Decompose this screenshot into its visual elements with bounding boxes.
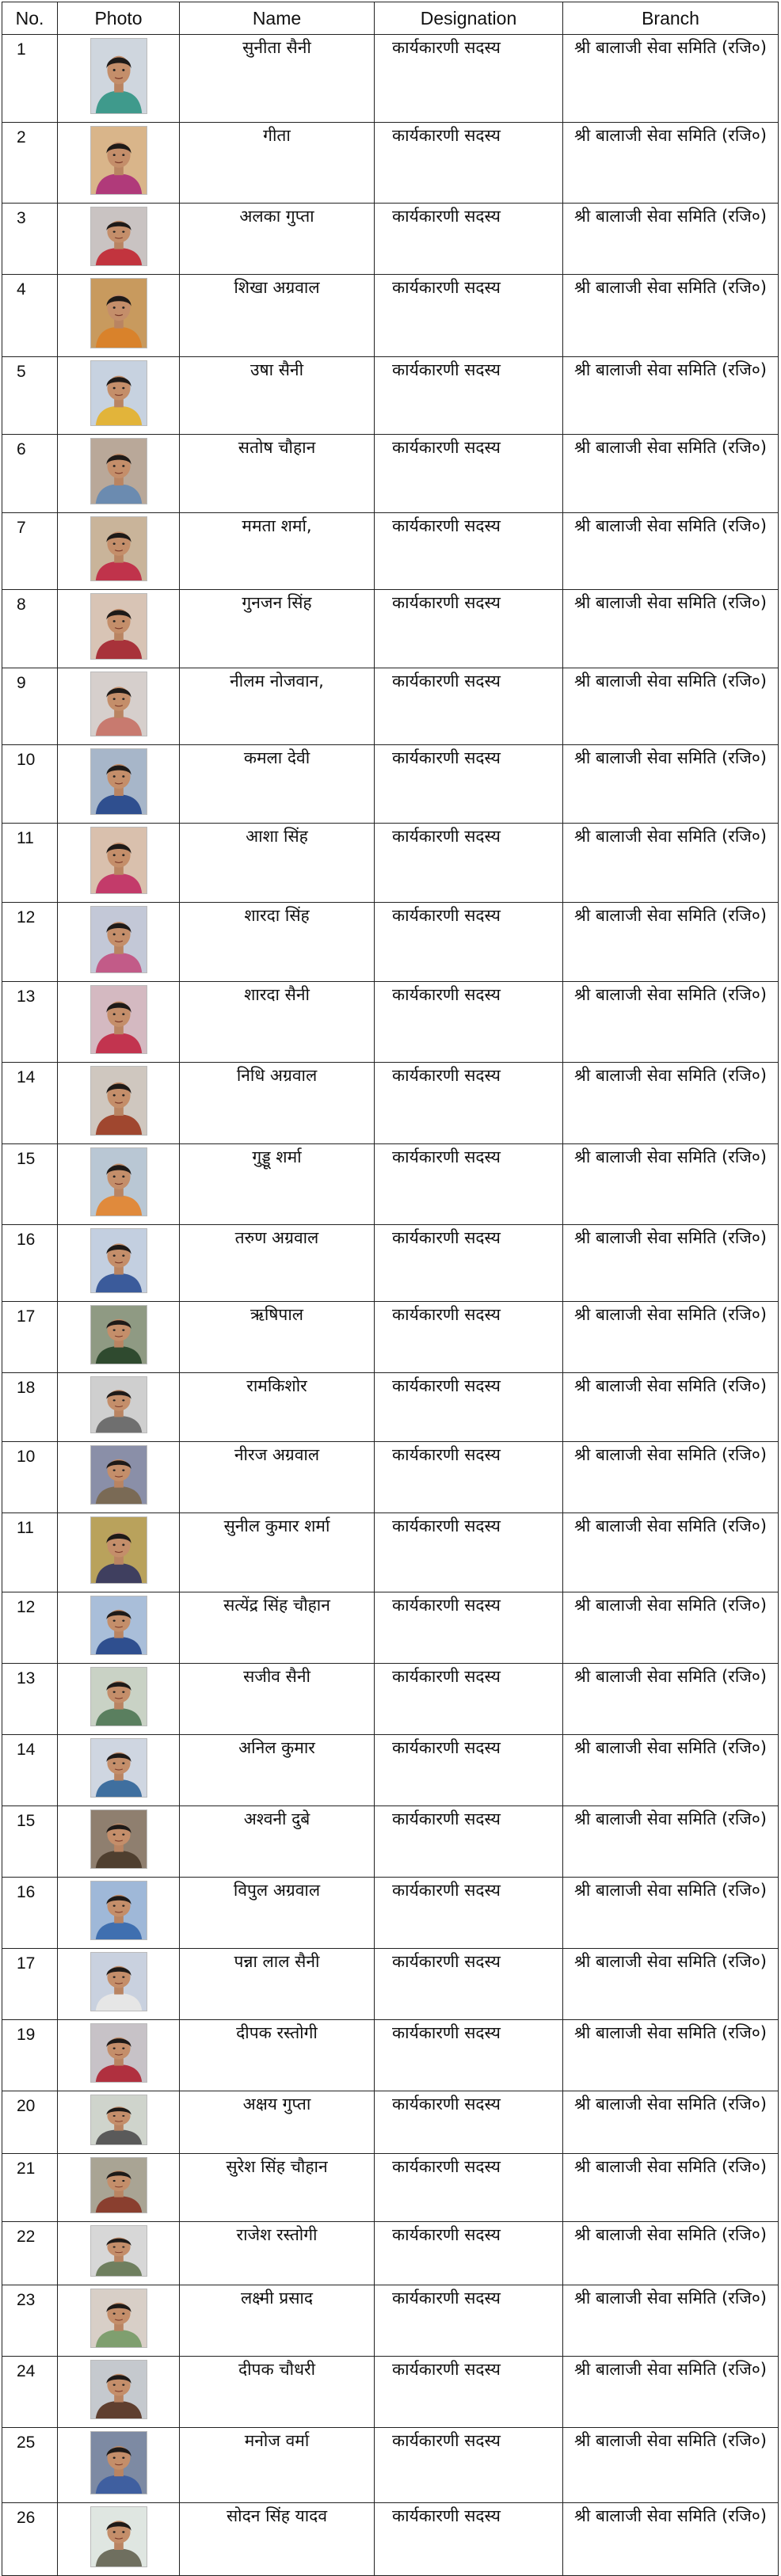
member-designation: कार्यकारणी सदस्य bbox=[375, 1949, 563, 2020]
table-row bbox=[2, 1144, 779, 1225]
person-silhouette-icon bbox=[91, 1739, 147, 1797]
member-branch: श्री बालाजी सेवा समिति (रजि०) bbox=[563, 1878, 779, 1949]
member-branch: श्री बालाजी सेवा समिति (रजि०) bbox=[563, 357, 779, 435]
photo-cell bbox=[58, 668, 180, 745]
member-name: अनिल कुमार bbox=[180, 1735, 375, 1806]
member-branch: श्री बालाजी सेवा समिति (रजि०) bbox=[563, 903, 779, 982]
person-silhouette-icon bbox=[91, 1148, 147, 1216]
row-number: 12 bbox=[2, 1592, 58, 1664]
person-silhouette-icon bbox=[91, 1953, 147, 2011]
member-photo bbox=[90, 672, 147, 736]
member-branch: श्री बालाजी सेवा समिति (रजि०) bbox=[563, 2503, 779, 2576]
photo-cell bbox=[58, 1592, 180, 1664]
member-designation: कार्यकारणी सदस्य bbox=[375, 1225, 563, 1302]
member-photo bbox=[90, 1952, 147, 2011]
member-photo bbox=[90, 1445, 147, 1505]
member-name: गीता bbox=[180, 123, 375, 204]
member-name: तरुण अग्रवाल bbox=[180, 1225, 375, 1302]
person-silhouette-icon bbox=[91, 1882, 147, 1939]
table-row bbox=[2, 357, 779, 435]
member-designation: कार्यकारणी सदस्य bbox=[375, 35, 563, 123]
table-row bbox=[2, 1735, 779, 1806]
member-designation: कार्यकारणी सदस्य bbox=[375, 204, 563, 275]
row-number: 11 bbox=[2, 824, 58, 903]
row-number: 11 bbox=[2, 1513, 58, 1592]
member-photo bbox=[90, 2506, 147, 2567]
row-number: 24 bbox=[2, 2357, 58, 2428]
member-photo bbox=[90, 438, 147, 504]
member-name: दीपक रस्तोगी bbox=[180, 2020, 375, 2091]
table-row bbox=[2, 1442, 779, 1513]
row-number: 2 bbox=[2, 123, 58, 204]
table-row bbox=[2, 590, 779, 668]
photo-cell bbox=[58, 1735, 180, 1806]
member-photo bbox=[90, 2360, 147, 2419]
member-photo bbox=[90, 1516, 147, 1584]
member-branch: श्री बालाजी सेवा समिति (रजि०) bbox=[563, 2091, 779, 2154]
member-designation: कार्यकारणी सदस्य bbox=[375, 275, 563, 357]
member-branch: श्री बालाजी सेवा समिति (रजि०) bbox=[563, 2154, 779, 2222]
member-designation: कार्यकारणी सदस्य bbox=[375, 1513, 563, 1592]
table-row bbox=[2, 35, 779, 123]
row-number: 26 bbox=[2, 2503, 58, 2576]
table-row bbox=[2, 435, 779, 513]
row-number: 1 bbox=[2, 35, 58, 123]
member-photo bbox=[90, 1066, 147, 1136]
member-photo bbox=[90, 906, 147, 973]
photo-cell bbox=[58, 1373, 180, 1442]
member-designation: कार्यकारणी सदस्य bbox=[375, 2428, 563, 2503]
member-designation: कार्यकारणी सदस्य bbox=[375, 2020, 563, 2091]
member-branch: श्री बालाजी सेवा समिति (रजि०) bbox=[563, 435, 779, 513]
member-designation: कार्यकारणी सदस्य bbox=[375, 1878, 563, 1949]
member-photo bbox=[90, 2157, 147, 2213]
member-designation: कार्यकारणी सदस्य bbox=[375, 1302, 563, 1373]
photo-cell bbox=[58, 2285, 180, 2357]
table-row bbox=[2, 204, 779, 275]
row-number: 13 bbox=[2, 982, 58, 1063]
member-designation: कार्यकारणी सदस्य bbox=[375, 1735, 563, 1806]
table-row bbox=[2, 745, 779, 824]
row-number: 21 bbox=[2, 2154, 58, 2222]
member-name: अश्वनी दुबे bbox=[180, 1806, 375, 1878]
person-silhouette-icon bbox=[91, 1067, 147, 1135]
row-number: 18 bbox=[2, 1373, 58, 1442]
photo-cell bbox=[58, 2357, 180, 2428]
member-photo bbox=[90, 1738, 147, 1798]
member-designation: कार्यकारणी सदस्य bbox=[375, 824, 563, 903]
table-row bbox=[2, 2503, 779, 2576]
table-row bbox=[2, 1225, 779, 1302]
photo-cell bbox=[58, 982, 180, 1063]
person-silhouette-icon bbox=[91, 2432, 147, 2494]
person-silhouette-icon bbox=[91, 2507, 147, 2566]
member-name: ऋषिपाल bbox=[180, 1302, 375, 1373]
member-photo bbox=[90, 516, 147, 581]
person-silhouette-icon bbox=[91, 1810, 147, 1868]
member-photo bbox=[90, 2289, 147, 2348]
member-designation: कार्यकारणी सदस्य bbox=[375, 590, 563, 668]
member-name: गुड्डू शर्मा bbox=[180, 1144, 375, 1225]
member-branch: श्री बालाजी सेवा समिति (रजि०) bbox=[563, 1225, 779, 1302]
member-photo bbox=[90, 1228, 147, 1293]
photo-cell bbox=[58, 2020, 180, 2091]
member-designation: कार्यकारणी सदस्य bbox=[375, 2285, 563, 2357]
person-silhouette-icon bbox=[91, 2361, 147, 2418]
table-row bbox=[2, 1664, 779, 1735]
photo-cell bbox=[58, 1806, 180, 1878]
photo-cell bbox=[58, 1513, 180, 1592]
photo-cell bbox=[58, 1225, 180, 1302]
table-row bbox=[2, 123, 779, 204]
member-name: अलका गुप्ता bbox=[180, 204, 375, 275]
person-silhouette-icon bbox=[91, 986, 147, 1053]
member-photo bbox=[90, 1147, 147, 1216]
member-designation: कार्यकारणी सदस्य bbox=[375, 2503, 563, 2576]
row-number: 22 bbox=[2, 2222, 58, 2285]
member-photo bbox=[90, 1376, 147, 1433]
member-designation: कार्यकारणी सदस्य bbox=[375, 1063, 563, 1144]
row-number: 19 bbox=[2, 2020, 58, 2091]
member-name: ममता शर्मा, bbox=[180, 513, 375, 590]
member-designation: कार्यकारणी सदस्य bbox=[375, 903, 563, 982]
header-name: Name bbox=[180, 2, 375, 35]
member-photo bbox=[90, 985, 147, 1054]
table-row bbox=[2, 982, 779, 1063]
person-silhouette-icon bbox=[91, 1446, 147, 1504]
row-number: 14 bbox=[2, 1735, 58, 1806]
member-branch: श्री बालाजी सेवा समिति (रजि०) bbox=[563, 1735, 779, 1806]
member-name: दीपक चौधरी bbox=[180, 2357, 375, 2428]
member-branch: श्री बालाजी सेवा समिति (रजि०) bbox=[563, 824, 779, 903]
row-number: 23 bbox=[2, 2285, 58, 2357]
person-silhouette-icon bbox=[91, 279, 147, 348]
member-designation: कार्यकारणी सदस्य bbox=[375, 1442, 563, 1513]
member-name: अक्षय गुप्ता bbox=[180, 2091, 375, 2154]
member-designation: कार्यकारणी सदस्य bbox=[375, 668, 563, 745]
member-branch: श्री बालाजी सेवा समिति (रजि०) bbox=[563, 2222, 779, 2285]
member-designation: कार्यकारणी सदस्य bbox=[375, 357, 563, 435]
member-name: सजीव सैनी bbox=[180, 1664, 375, 1735]
person-silhouette-icon bbox=[91, 672, 147, 736]
member-designation: कार्यकारणी सदस्य bbox=[375, 745, 563, 824]
table-row bbox=[2, 2020, 779, 2091]
member-designation: कार्यकारणी सदस्य bbox=[375, 435, 563, 513]
person-silhouette-icon bbox=[91, 2024, 147, 2082]
member-name: लक्ष्मी प्रसाद bbox=[180, 2285, 375, 2357]
member-name: मनोज वर्मा bbox=[180, 2428, 375, 2503]
table-row bbox=[2, 275, 779, 357]
member-branch: श्री बालाजी सेवा समिति (रजि०) bbox=[563, 123, 779, 204]
table-row bbox=[2, 2154, 779, 2222]
row-number: 17 bbox=[2, 1302, 58, 1373]
row-number: 16 bbox=[2, 1878, 58, 1949]
member-name: आशा सिंह bbox=[180, 824, 375, 903]
member-name: शिखा अग्रवाल bbox=[180, 275, 375, 357]
photo-cell bbox=[58, 1063, 180, 1144]
member-branch: श्री बालाजी सेवा समिति (रजि०) bbox=[563, 982, 779, 1063]
photo-cell bbox=[58, 204, 180, 275]
photo-cell bbox=[58, 1302, 180, 1373]
table-row bbox=[2, 1878, 779, 1949]
person-silhouette-icon bbox=[91, 1229, 147, 1292]
row-number: 15 bbox=[2, 1144, 58, 1225]
member-branch: श्री बालाजी सेवा समिति (रजि०) bbox=[563, 1806, 779, 1878]
member-designation: कार्यकारणी सदस्य bbox=[375, 982, 563, 1063]
person-silhouette-icon bbox=[91, 907, 147, 972]
photo-cell bbox=[58, 1442, 180, 1513]
member-branch: श्री बालाजी सेवा समिति (रजि०) bbox=[563, 1063, 779, 1144]
table-row bbox=[2, 903, 779, 982]
member-name: पन्ना लाल सैनी bbox=[180, 1949, 375, 2020]
table-row bbox=[2, 1513, 779, 1592]
member-designation: कार्यकारणी सदस्य bbox=[375, 123, 563, 204]
member-photo bbox=[90, 827, 147, 894]
member-name: नीलम नोजवान, bbox=[180, 668, 375, 745]
row-number: 17 bbox=[2, 1949, 58, 2020]
member-photo bbox=[90, 2431, 147, 2494]
table-row bbox=[2, 513, 779, 590]
header-no: No. bbox=[2, 2, 58, 35]
photo-cell bbox=[58, 745, 180, 824]
photo-cell bbox=[58, 35, 180, 123]
photo-cell bbox=[58, 435, 180, 513]
member-branch: श्री बालाजी सेवा समिति (रजि०) bbox=[563, 1144, 779, 1225]
table-header-row bbox=[2, 2, 779, 35]
member-branch: श्री बालाजी सेवा समिति (रजि०) bbox=[563, 1442, 779, 1513]
member-photo bbox=[90, 748, 147, 815]
member-name: गुनजन सिंह bbox=[180, 590, 375, 668]
person-silhouette-icon bbox=[91, 517, 147, 580]
member-branch: श्री बालाजी सेवा समिति (रजि०) bbox=[563, 513, 779, 590]
person-silhouette-icon bbox=[91, 1517, 147, 1583]
photo-cell bbox=[58, 590, 180, 668]
member-photo bbox=[90, 2023, 147, 2083]
member-photo bbox=[90, 1881, 147, 1940]
member-branch: श्री बालाजी सेवा समिति (रजि०) bbox=[563, 1664, 779, 1735]
row-number: 9 bbox=[2, 668, 58, 745]
row-number: 4 bbox=[2, 275, 58, 357]
row-number: 20 bbox=[2, 2091, 58, 2154]
member-name: सतोष चौहान bbox=[180, 435, 375, 513]
member-name: शारदा सिंह bbox=[180, 903, 375, 982]
member-name: शारदा सैनी bbox=[180, 982, 375, 1063]
table-row bbox=[2, 1592, 779, 1664]
person-silhouette-icon bbox=[91, 127, 147, 194]
member-branch: श्री बालाजी सेवा समिति (रजि०) bbox=[563, 590, 779, 668]
member-designation: कार्यकारणी सदस्य bbox=[375, 1664, 563, 1735]
photo-cell bbox=[58, 357, 180, 435]
member-designation: कार्यकारणी सदस्य bbox=[375, 1373, 563, 1442]
photo-cell bbox=[58, 2428, 180, 2503]
photo-cell bbox=[58, 2154, 180, 2222]
person-silhouette-icon bbox=[91, 2095, 147, 2144]
row-number: 8 bbox=[2, 590, 58, 668]
member-name: उषा सैनी bbox=[180, 357, 375, 435]
person-silhouette-icon bbox=[91, 1306, 147, 1364]
member-name: सुनील कुमार शर्मा bbox=[180, 1513, 375, 1592]
table-row bbox=[2, 1806, 779, 1878]
row-number: 6 bbox=[2, 435, 58, 513]
row-number: 10 bbox=[2, 1442, 58, 1513]
member-name: सुनीता सैनी bbox=[180, 35, 375, 123]
table-row bbox=[2, 668, 779, 745]
person-silhouette-icon bbox=[91, 594, 147, 659]
person-silhouette-icon bbox=[91, 749, 147, 814]
photo-cell bbox=[58, 2503, 180, 2576]
member-branch: श्री बालाजी सेवा समिति (रजि०) bbox=[563, 1592, 779, 1664]
photo-cell bbox=[58, 275, 180, 357]
member-photo bbox=[90, 1596, 147, 1655]
members-table bbox=[2, 2, 779, 2576]
photo-cell bbox=[58, 123, 180, 204]
member-photo bbox=[90, 207, 147, 266]
person-silhouette-icon bbox=[91, 2289, 147, 2347]
member-photo bbox=[90, 1667, 147, 1726]
row-number: 16 bbox=[2, 1225, 58, 1302]
member-photo bbox=[90, 126, 147, 195]
table-row bbox=[2, 2091, 779, 2154]
member-branch: श्री बालाजी सेवा समिति (रजि०) bbox=[563, 745, 779, 824]
member-name: विपुल अग्रवाल bbox=[180, 1878, 375, 1949]
member-branch: श्री बालाजी सेवा समिति (रजि०) bbox=[563, 1949, 779, 2020]
member-name: कमला देवी bbox=[180, 745, 375, 824]
photo-cell bbox=[58, 824, 180, 903]
row-number: 7 bbox=[2, 513, 58, 590]
table-row bbox=[2, 1302, 779, 1373]
member-photo bbox=[90, 278, 147, 348]
member-designation: कार्यकारणी सदस्य bbox=[375, 1144, 563, 1225]
member-photo bbox=[90, 1305, 147, 1364]
row-number: 13 bbox=[2, 1664, 58, 1735]
photo-cell bbox=[58, 1664, 180, 1735]
row-number: 15 bbox=[2, 1806, 58, 1878]
member-name: रामकिशोर bbox=[180, 1373, 375, 1442]
member-designation: कार्यकारणी सदस्य bbox=[375, 1592, 563, 1664]
person-silhouette-icon bbox=[91, 828, 147, 893]
member-designation: कार्यकारणी सदस्य bbox=[375, 1806, 563, 1878]
person-silhouette-icon bbox=[91, 1668, 147, 1726]
table-row bbox=[2, 2357, 779, 2428]
member-photo bbox=[90, 2095, 147, 2145]
member-name: निधि अग्रवाल bbox=[180, 1063, 375, 1144]
member-branch: श्री बालाजी सेवा समिति (रजि०) bbox=[563, 204, 779, 275]
member-branch: श्री बालाजी सेवा समिति (रजि०) bbox=[563, 275, 779, 357]
table-row bbox=[2, 2285, 779, 2357]
table-row bbox=[2, 824, 779, 903]
member-branch: श्री बालाजी सेवा समिति (रजि०) bbox=[563, 2020, 779, 2091]
person-silhouette-icon bbox=[91, 207, 147, 265]
photo-cell bbox=[58, 513, 180, 590]
member-designation: कार्यकारणी सदस्य bbox=[375, 513, 563, 590]
member-name: सत्येंद्र सिंह चौहान bbox=[180, 1592, 375, 1664]
member-designation: कार्यकारणी सदस्य bbox=[375, 2222, 563, 2285]
photo-cell bbox=[58, 1144, 180, 1225]
member-photo bbox=[90, 2225, 147, 2277]
person-silhouette-icon bbox=[91, 1596, 147, 1654]
header-photo: Photo bbox=[58, 2, 180, 35]
header-branch: Branch bbox=[563, 2, 779, 35]
member-photo bbox=[90, 1809, 147, 1869]
row-number: 25 bbox=[2, 2428, 58, 2503]
member-branch: श्री बालाजी सेवा समिति (रजि०) bbox=[563, 2428, 779, 2503]
member-photo bbox=[90, 38, 147, 114]
person-silhouette-icon bbox=[91, 1377, 147, 1433]
person-silhouette-icon bbox=[91, 2226, 147, 2276]
row-number: 5 bbox=[2, 357, 58, 435]
row-number: 10 bbox=[2, 745, 58, 824]
member-branch: श्री बालाजी सेवा समिति (रजि०) bbox=[563, 668, 779, 745]
person-silhouette-icon bbox=[91, 39, 147, 113]
photo-cell bbox=[58, 2091, 180, 2154]
member-photo bbox=[90, 360, 147, 426]
member-photo bbox=[90, 593, 147, 660]
member-designation: कार्यकारणी सदस्य bbox=[375, 2357, 563, 2428]
table-row bbox=[2, 2428, 779, 2503]
header-designation: Designation bbox=[375, 2, 563, 35]
person-silhouette-icon bbox=[91, 361, 147, 425]
member-name: सुरेश सिंह चौहान bbox=[180, 2154, 375, 2222]
member-branch: श्री बालाजी सेवा समिति (रजि०) bbox=[563, 35, 779, 123]
person-silhouette-icon bbox=[91, 439, 147, 504]
row-number: 14 bbox=[2, 1063, 58, 1144]
table-row bbox=[2, 1949, 779, 2020]
row-number: 3 bbox=[2, 204, 58, 275]
member-branch: श्री बालाजी सेवा समिति (रजि०) bbox=[563, 1373, 779, 1442]
person-silhouette-icon bbox=[91, 2158, 147, 2213]
member-branch: श्री बालाजी सेवा समिति (रजि०) bbox=[563, 1302, 779, 1373]
table-row bbox=[2, 1063, 779, 1144]
photo-cell bbox=[58, 1949, 180, 2020]
member-designation: कार्यकारणी सदस्य bbox=[375, 2091, 563, 2154]
table-row bbox=[2, 1373, 779, 1442]
member-branch: श्री बालाजी सेवा समिति (रजि०) bbox=[563, 1513, 779, 1592]
photo-cell bbox=[58, 903, 180, 982]
member-branch: श्री बालाजी सेवा समिति (रजि०) bbox=[563, 2285, 779, 2357]
member-name: सोदन सिंह यादव bbox=[180, 2503, 375, 2576]
member-designation: कार्यकारणी सदस्य bbox=[375, 2154, 563, 2222]
member-name: नीरज अग्रवाल bbox=[180, 1442, 375, 1513]
photo-cell bbox=[58, 1878, 180, 1949]
row-number: 12 bbox=[2, 903, 58, 982]
member-name: राजेश रस्तोगी bbox=[180, 2222, 375, 2285]
member-branch: श्री बालाजी सेवा समिति (रजि०) bbox=[563, 2357, 779, 2428]
